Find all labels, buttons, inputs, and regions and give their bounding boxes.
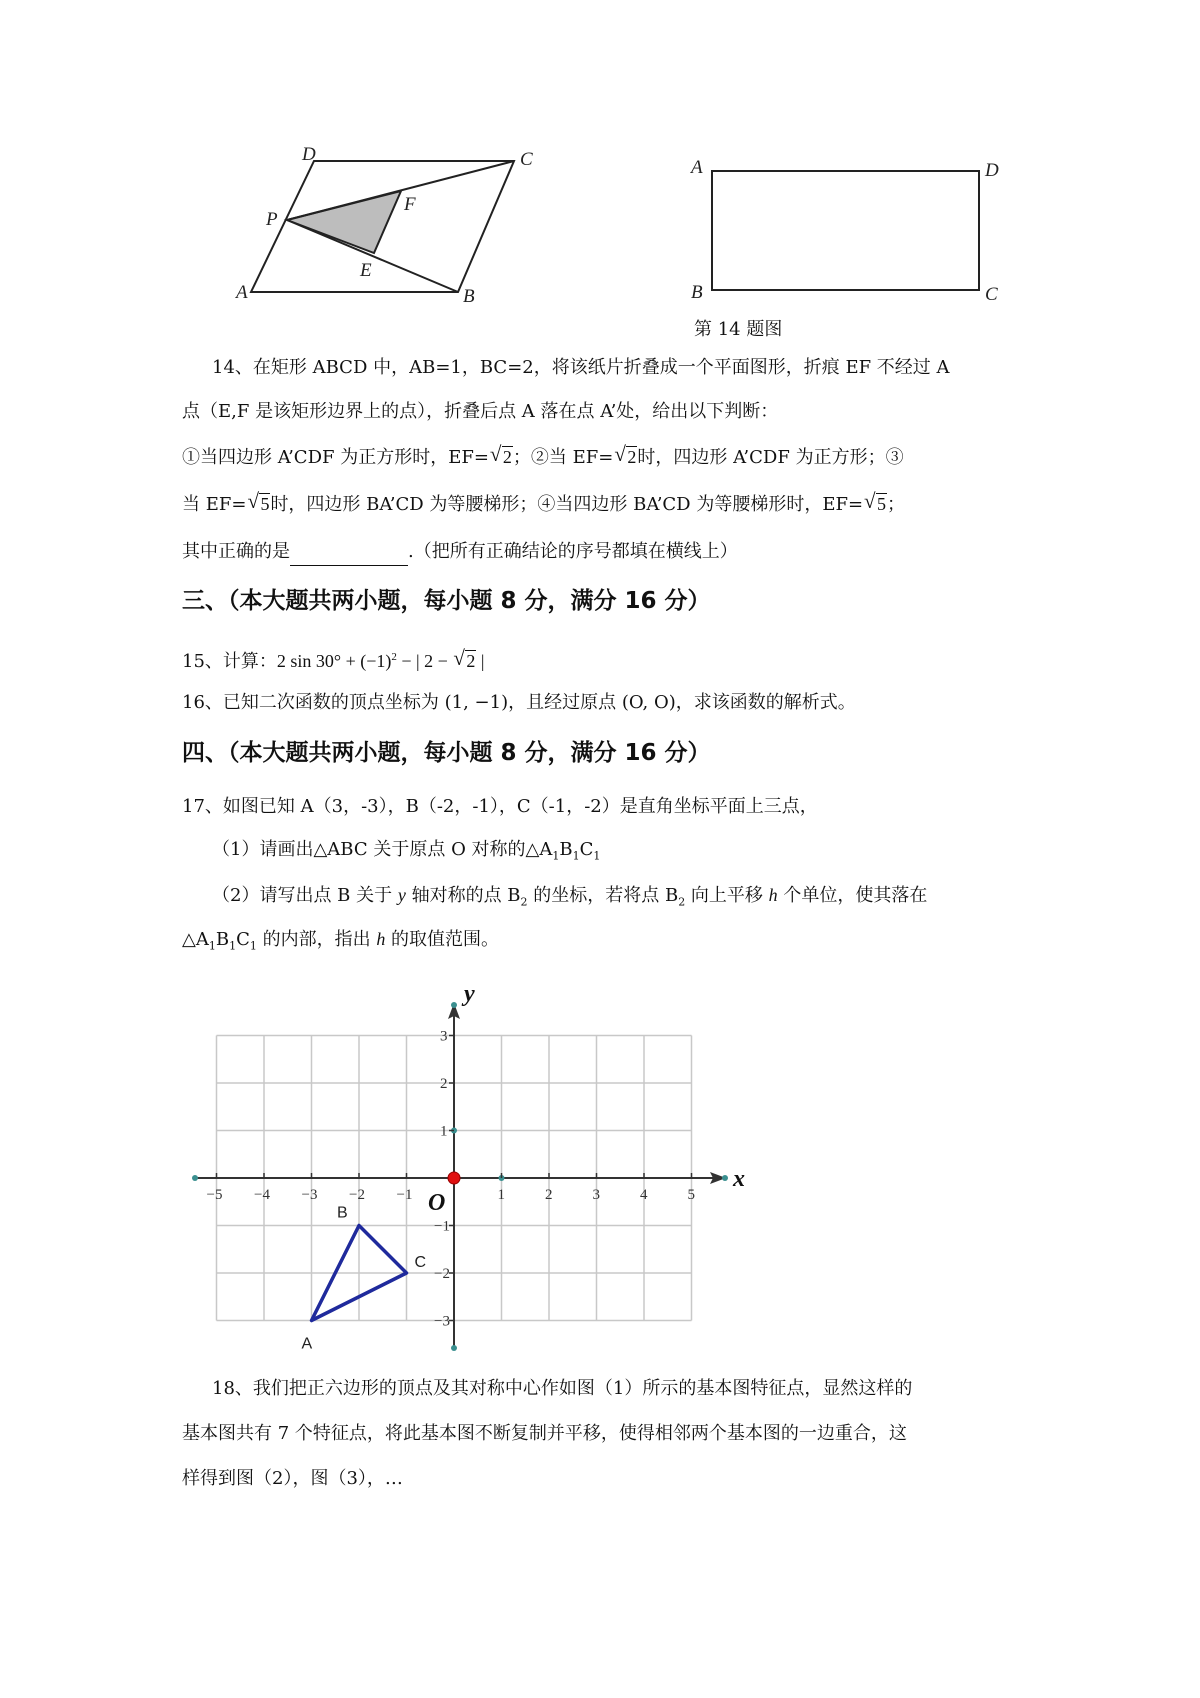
q18-line3: 样得到图（2），图（3），…: [182, 1468, 403, 1489]
label-p: P: [266, 209, 278, 230]
x-tick-label: 5: [687, 1187, 695, 1203]
y-tick-label: 1: [440, 1123, 448, 1140]
rectangle-abcd: [712, 171, 979, 290]
q14-l3b: ；②当 EF=: [512, 447, 614, 468]
y-tick-label: 2: [440, 1076, 448, 1092]
q14-line1: 14、在矩形 ABCD 中，AB=1，BC=2，将该纸片折叠成一个平面图形，折痕 EF 不经过 A: [212, 357, 950, 378]
q14-l3a: ①当四边形 A’CDF 为正方形时，EF=: [182, 447, 489, 468]
sqrt-2: √ 2: [490, 443, 513, 471]
q17-part3: $\triangle A_1B_1C_1$ 的内部，指出 h 的取值范围。: [182, 929, 500, 953]
label-a: A: [236, 282, 248, 303]
q17-part2: （2）请写出点 B 关于 y 轴对称的点 $B_2$ 的坐标，若将点 $B_2$ 向上平移 h 个单位，使其落在: [212, 885, 928, 909]
label-a: A: [691, 157, 703, 178]
y-tick-label: −2: [434, 1266, 450, 1282]
axis-point: [451, 1345, 457, 1351]
axes: [192, 1002, 728, 1351]
q16-line: 16、已知二次函数的顶点坐标为 (1, −1)，且经过原点 (O, O)，求该函数的解析式。: [182, 692, 856, 713]
q17-line1: 17、如图已知 A（3，-3），B（-2，-1），C（-1，-2）是直角坐标平面上三点，: [182, 796, 818, 817]
x-tick-label: −4: [254, 1187, 270, 1203]
label-b: B: [691, 282, 703, 303]
q17-part1: （1）请画出△ABC 关于原点 O 对称的$\triangle A_1B_1C_1$: [212, 839, 601, 863]
x-tick-label: 2: [545, 1187, 553, 1203]
q14-line3: [182, 443, 1032, 472]
x-tick-label: 3: [592, 1187, 600, 1203]
section-3-heading: 三、（本大题共两小题，每小题 8 分，满分 16 分）: [182, 588, 711, 614]
x-tick-label: 1: [497, 1187, 505, 1203]
q14-l4a: 当 EF=: [182, 494, 247, 515]
label-c: C: [520, 149, 533, 170]
rectangle-figure: [680, 150, 1020, 310]
sqrt-2: √ 2: [614, 443, 637, 471]
section-4-heading: 四、（本大题共两小题，每小题 8 分，满分 16 分）: [182, 740, 711, 766]
sqrt-5: √ 5: [864, 490, 887, 518]
label-d: D: [302, 144, 316, 165]
q14-line5: [182, 538, 1032, 566]
y-tick-label: 3: [440, 1028, 448, 1045]
label-e: E: [360, 260, 372, 281]
axis-point: [722, 1175, 728, 1181]
segment-pc: [287, 161, 514, 220]
q15-prefix: 15、计算：: [182, 651, 277, 672]
y-axis-label: y: [464, 981, 475, 1007]
q14-l5a: 其中正确的是: [182, 541, 290, 562]
sqrt-2: √ 2: [453, 647, 476, 675]
x-axis-label: x: [733, 1166, 745, 1192]
origin-label: O: [428, 1190, 446, 1216]
q18-line1: 18、我们把正六边形的顶点及其对称中心作如图（1）所示的基本图特征点，显然这样的: [212, 1378, 913, 1399]
q14-l3c: 时，四边形 A’CDF 为正方形；③: [637, 447, 904, 468]
origin-point: [448, 1172, 460, 1184]
vertex-label-c: C: [414, 1254, 427, 1271]
q14-l4c: ；: [887, 494, 906, 515]
triangle-abc: [302, 1205, 427, 1353]
q15-line: 15、计算：2 $\sin 30^\circ + (-1)^2$ − | 2 − √ 2 |: [182, 643, 1032, 676]
parallelogram-figure: [225, 135, 555, 305]
x-tick-label: −3: [301, 1187, 318, 1203]
q18-line2: 基本图共有 7 个特征点，将此基本图不断复制并平移，使得相邻两个基本图的一边重合，这: [182, 1423, 907, 1444]
q14-line4: [182, 490, 1032, 519]
y-tick-label: −3: [434, 1313, 450, 1330]
answer-blank[interactable]: [290, 547, 408, 566]
y-tick-label: −1: [434, 1218, 450, 1235]
figure-caption: 第 14 题图: [694, 319, 783, 340]
label-b: B: [463, 286, 475, 305]
axis-point: [192, 1175, 198, 1181]
label-f: F: [404, 194, 416, 215]
q14-l5b: .（把所有正确结论的序号都填在横线上）: [408, 541, 738, 562]
q14-line2: 点（E,F 是该矩形边界上的点），折叠后点 A 落在点 A’处，给出以下判断：: [182, 401, 779, 422]
x-tick-label: −2: [349, 1187, 365, 1203]
q14-l4b: 时，四边形 BA’CD 为等腰梯形；④当四边形 BA’CD 为等腰梯形时，EF=: [270, 494, 864, 515]
x-tick-label: 4: [640, 1187, 648, 1203]
x-tick-label: −1: [396, 1187, 413, 1203]
x-tick-label: −5: [206, 1187, 223, 1203]
coordinate-plane: [180, 960, 760, 1360]
vertex-label-a: A: [301, 1335, 313, 1353]
sqrt-5: √ 5: [247, 490, 270, 518]
vertex-label-b: B: [337, 1204, 348, 1222]
axis-point: [451, 1002, 457, 1008]
label-d: D: [985, 160, 999, 181]
label-c: C: [985, 284, 998, 305]
